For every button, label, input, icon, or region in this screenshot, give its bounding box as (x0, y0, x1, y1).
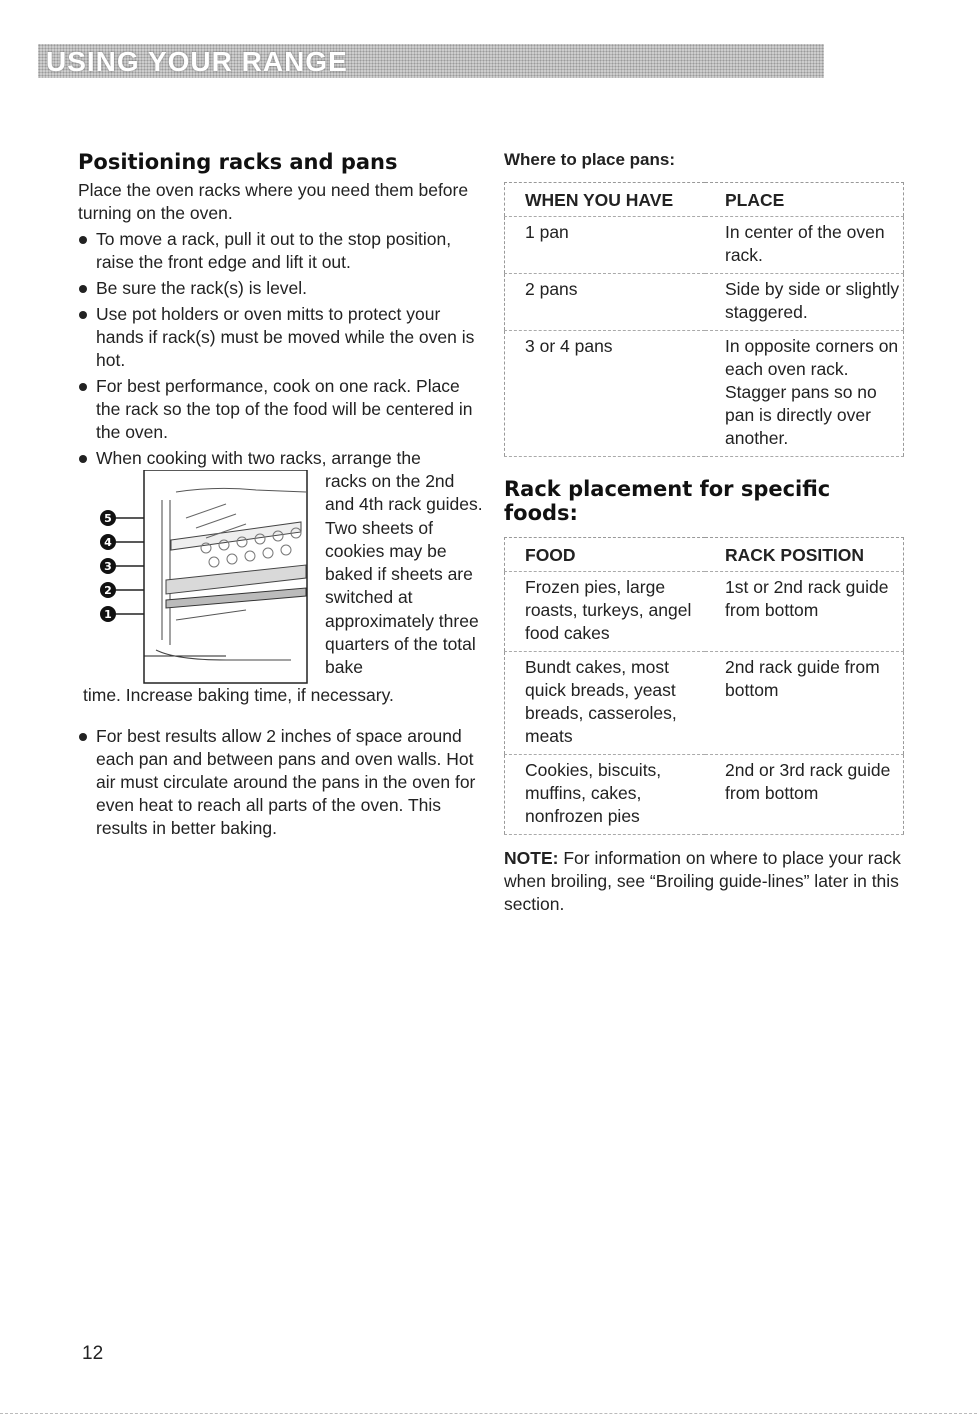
rack-position-markers (100, 510, 144, 622)
figure-after-text: time. Increase baking time, if necessary. (83, 685, 394, 705)
table-cell: 2nd rack guide from bottom (725, 657, 880, 700)
list-item: For best results allow 2 inches of space around each pan and between pans and oven walls. Hot air must circulate around the pans in the oven for even heat to reach all parts of the oven. This results in better baking. (78, 725, 483, 840)
intro-paragraph: Place the oven racks where you need them before turning on the oven. (78, 180, 469, 223)
table-row (505, 755, 904, 835)
page-number: 12 (82, 1343, 104, 1364)
table-cell: 2nd or 3rd rack guide from bottom (725, 760, 891, 803)
list-item: Be sure the rack(s) is level. (78, 277, 483, 300)
bottom-divider (0, 1413, 977, 1414)
list-item: Use pot holders or oven mitts to protect your hands if rack(s) must be moved while the oven is hot. (78, 303, 483, 372)
rack-number-3: 3 (104, 560, 112, 573)
table-cell: 2 pans (525, 279, 578, 299)
pans-table-header: WHEN YOU HAVE (525, 190, 674, 210)
rack-number-2: 2 (104, 584, 112, 597)
section-title: USING YOUR RANGE (46, 46, 348, 77)
list-item: To move a rack, pull it out to the stop position, raise the front edge and lift it out. (78, 228, 483, 274)
table-cell: 1st or 2nd rack guide from bottom (725, 577, 889, 620)
pans-table-header: PLACE (725, 190, 785, 210)
list-item: For best performance, cook on one rack. Place the rack so the top of the food will be centered in the oven. (78, 375, 483, 444)
rack-tips-list (78, 228, 483, 470)
table-cell: 1 pan (525, 222, 569, 242)
left-column (78, 150, 483, 840)
table-cell: Frozen pies, large roasts, turkeys, angel food cakes (525, 577, 692, 643)
list-item: When cooking with two racks, arrange the (78, 447, 483, 470)
table-cell: Side by side or slightly staggered. (725, 279, 900, 322)
table-cell: Cookies, biscuits, muffins, cakes, nonfrozen pies (525, 760, 662, 826)
section-header-band (38, 44, 824, 78)
table-cell: In center of the oven rack. (725, 222, 885, 265)
rack-number-5: 5 (104, 512, 112, 525)
rack-figure-block (78, 470, 483, 696)
foods-table-header: FOOD (525, 545, 576, 565)
rack-tips-list-continued (78, 725, 483, 840)
rack-number-1: 1 (104, 608, 112, 621)
positioning-racks-heading: Positioning racks and pans (78, 150, 398, 174)
rack-number-4: 4 (104, 536, 112, 549)
right-column (504, 150, 904, 934)
note-text: For information on where to place your rack when broiling, see “Broiling guide-lines” later in this section. (504, 848, 901, 914)
table-cell: In opposite corners on each oven rack. Stagger pans so no pan is directly over another. (725, 336, 899, 448)
foods-heading: Rack placement for specific foods: (504, 477, 831, 525)
table-row (505, 572, 904, 652)
figure-side-text: racks on the 2nd and 4th rack guides. Two sheets of cookies may be baked if sheets are switched at approximately three quarters of the total bake (325, 471, 483, 678)
foods-table (504, 537, 904, 835)
pans-label: Where to place pans: (504, 150, 675, 169)
table-cell: Bundt cakes, most quick breads, yeast breads, casseroles, meats (525, 657, 677, 746)
table-cell: 3 or 4 pans (525, 336, 613, 356)
broiling-note (504, 847, 904, 916)
foods-table-header: RACK POSITION (725, 545, 865, 565)
table-row (505, 331, 904, 457)
pans-table (504, 182, 904, 457)
table-row (505, 274, 904, 331)
table-row (505, 217, 904, 274)
table-row (505, 652, 904, 755)
note-label: NOTE: (504, 848, 559, 868)
oven-rack-illustration (96, 470, 308, 684)
